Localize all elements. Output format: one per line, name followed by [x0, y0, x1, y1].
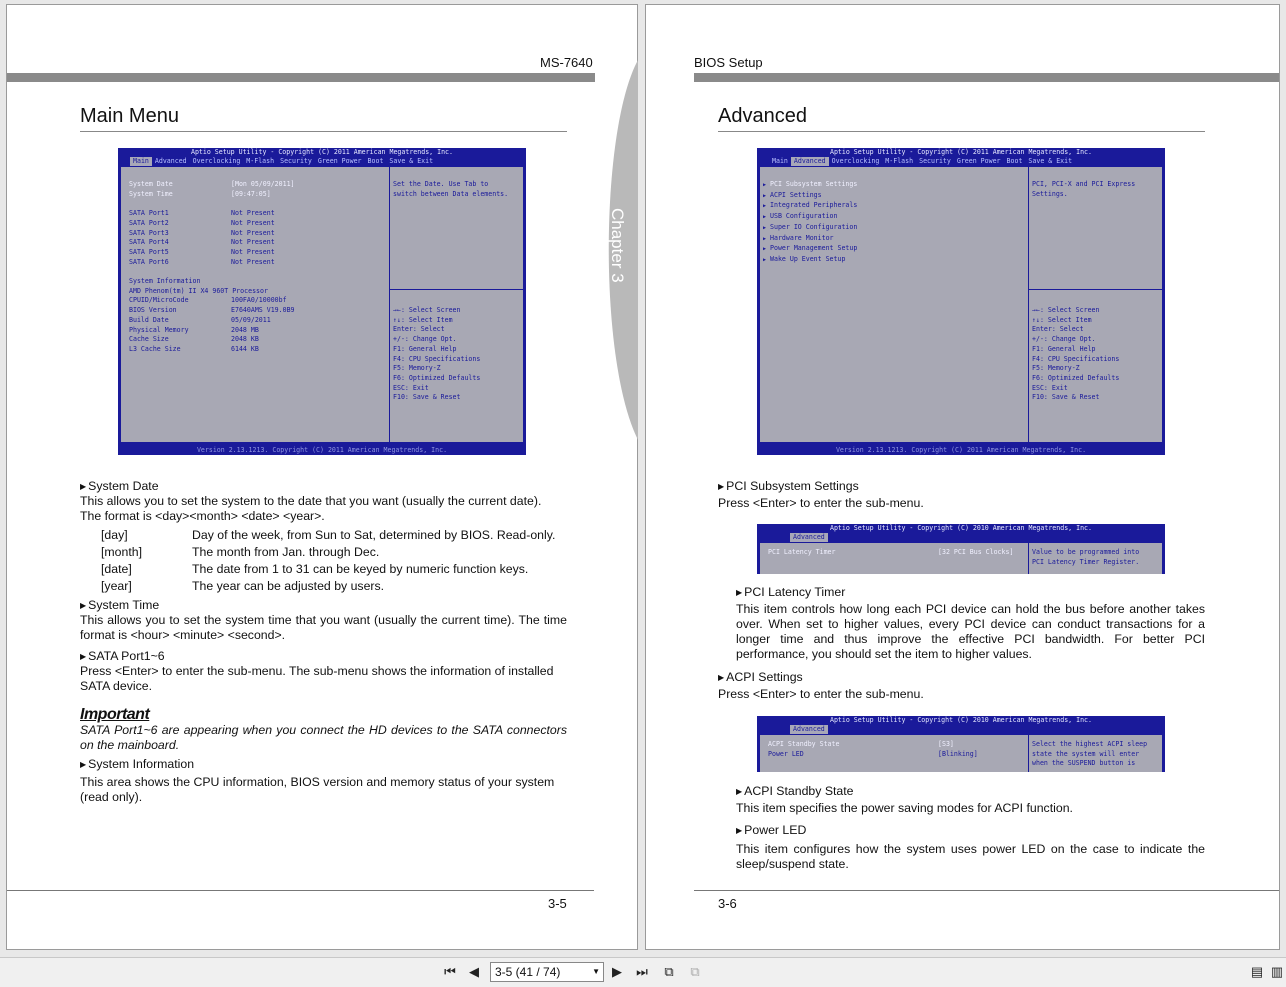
bios-row-key: System Information — [129, 277, 201, 286]
title-rule — [80, 131, 567, 132]
bullet-triangle-icon: ▶ — [718, 673, 725, 682]
bios-help — [1032, 740, 1147, 769]
bios-row-value: Not Present — [231, 247, 275, 256]
chevron-down-icon: ▼ — [592, 967, 600, 976]
bios-tab: Advanced — [154, 157, 187, 165]
bios-key-line: F10: Save & Reset — [393, 393, 461, 402]
power-led-heading — [736, 823, 1205, 838]
bios-tabs — [757, 725, 1165, 734]
bios-help-line: Select the highest ACPI sleep — [1032, 740, 1148, 748]
bios-row-value: [S3] — [938, 740, 954, 748]
bios-pci-latency-screenshot — [757, 524, 1165, 574]
heading-text: ACPI Standby State — [744, 784, 854, 798]
definition-key: [day] — [101, 528, 128, 542]
bios-help-line: switch between Data elements. — [393, 189, 509, 198]
heading-text: PCI Subsystem Settings — [726, 479, 859, 493]
important-text: are appearing when you connect the HD devices to the SATA connectors on the mainboard. — [80, 723, 567, 752]
page-header: BIOS Setup — [694, 55, 763, 70]
heading-text: System Information — [88, 757, 195, 771]
bios-row-value: [32 PCI Bus Clocks] — [938, 548, 1014, 556]
next-page-icon[interactable]: ▶ — [612, 964, 622, 979]
system-date-text: This allows you to set the system to the date that you want (usually the current date). — [80, 494, 542, 508]
bios-row-value: E7640AMS V19.0B9 — [231, 306, 295, 315]
definition-value: Day of the week, from Sun to Sat, determined by BIOS. Read-only. — [192, 528, 556, 542]
bios-key-line: F4: CPU Specifications — [1032, 354, 1120, 363]
bios-key-line: F4: CPU Specifications — [393, 354, 481, 363]
bios-row-key: AMD Phenom(tm) II X4 960T Processor — [129, 286, 268, 295]
definition-row — [101, 579, 567, 594]
bios-row-value: Not Present — [231, 238, 275, 247]
right-body-acpi — [718, 670, 1205, 702]
single-page-view-icon[interactable]: ▤ — [1250, 964, 1264, 979]
bios-key-line: F10: Save & Reset — [1032, 393, 1100, 402]
important-note — [80, 723, 567, 753]
page-number: 3-6 — [718, 896, 737, 911]
bios-key-line: ↑↓: Select Item — [1032, 315, 1092, 324]
date-definition-table — [101, 528, 567, 594]
bios-title: Aptio Setup Utility - Copyright (C) 2010 American Megatrends, Inc. — [829, 716, 1092, 724]
important-label-text: Important — [80, 706, 150, 723]
pci-subsystem-heading — [718, 479, 1205, 494]
bios-title: Aptio Setup Utility - Copyright (C) 2011 American Megatrends, Inc. — [829, 148, 1092, 156]
bios-panel — [759, 166, 1163, 443]
bios-help-line: when the SUSPEND button is — [1032, 759, 1136, 768]
bios-footer: Version 2.13.1213. Copyright (C) 2011 American Megatrends, Inc. — [196, 446, 448, 454]
bios-key-line: +/-: Change Opt. — [1032, 335, 1096, 344]
two-page-view-icon[interactable]: ▥ — [1270, 964, 1284, 979]
bios-row-key: SATA Port1 — [129, 209, 169, 218]
bios-tab: Boot — [1006, 157, 1023, 165]
bios-row-key: Power LED — [768, 749, 804, 758]
bios-tab: Advanced — [790, 533, 828, 542]
bios-row-key: BIOS Version — [129, 306, 177, 315]
bios-key-line: ESC: Exit — [1032, 383, 1068, 392]
bullet-triangle-icon: ▶ — [80, 652, 87, 661]
bios-row-value: 2048 KB — [231, 335, 259, 344]
header-bar — [7, 73, 595, 82]
bios-row-value: 100FA0/10000bf — [231, 296, 287, 305]
footer-rule — [694, 890, 1280, 891]
header-bar — [694, 73, 1280, 82]
bios-row-key: Cache Size — [129, 335, 169, 344]
acpi-settings-heading — [718, 670, 1205, 685]
bios-row-key: System Time — [129, 189, 173, 198]
page-header: MS-7640 — [540, 55, 593, 70]
bios-key-line: F1: General Help — [393, 344, 457, 353]
back-view-icon[interactable]: ⧉ — [664, 964, 674, 979]
bios-row-key: L3 Cache Size — [129, 344, 181, 353]
bios-row-key: PCI Latency Timer — [768, 548, 836, 556]
bios-tab: Green Power — [317, 157, 362, 165]
bullet-triangle-icon: ▶ — [80, 760, 87, 769]
bios-help-line: Set the Date. Use Tab to — [393, 180, 489, 188]
footer-rule — [7, 890, 594, 891]
bios-help-line: Value to be programmed into — [1032, 548, 1140, 556]
heading-text: PCI Latency Timer — [744, 585, 846, 599]
bios-row-value: [Blinking] — [938, 749, 978, 758]
page-number: 3-5 — [548, 896, 567, 911]
acpi-standby-text: This item specifies the power saving modes for ACPI function. — [736, 801, 1073, 815]
bios-key-line: →←: Select Screen — [1032, 306, 1100, 314]
chapter-tab-label: Chapter 3 — [608, 208, 627, 283]
bios-tab: Save & Exit — [1028, 157, 1073, 165]
definition-row — [101, 562, 567, 577]
right-body-mid — [736, 585, 1205, 662]
heading-text: System Date — [88, 479, 159, 493]
bios-row-value: [09:47:05] — [231, 189, 271, 198]
bios-acpi-screenshot — [757, 716, 1165, 772]
bios-key-line: F1: General Help — [1032, 344, 1096, 353]
bullet-triangle-icon: ▶ — [80, 482, 87, 491]
sata-heading — [80, 649, 567, 664]
bios-rows — [768, 740, 978, 759]
bios-row-key: Physical Memory — [129, 325, 189, 334]
bios-tab: M-Flash — [246, 157, 275, 165]
bios-row-value: 6144 KB — [231, 344, 259, 353]
bios-help — [1032, 548, 1139, 567]
bios-help-line: state the system will enter — [1032, 749, 1140, 758]
definition-value: The date from 1 to 31 can be keyed by numeric function keys. — [192, 562, 529, 576]
bios-row-value: Not Present — [231, 209, 275, 218]
submenu-arrow-icon: ▶ — [763, 203, 767, 210]
definition-value: The month from Jan. through Dec. — [192, 545, 380, 559]
bios-tab: Main — [130, 157, 152, 166]
bios-menu-item: ACPI Settings — [770, 190, 822, 199]
left-body — [80, 479, 567, 805]
system-date-format: The format is <day><month> <date> <year>. — [80, 509, 325, 523]
bios-menu-item: USB Configuration — [770, 212, 838, 221]
bios-tab: Overclocking — [192, 157, 241, 165]
bios-key-line: Enter: Select — [1032, 325, 1084, 334]
submenu-arrow-icon: ▶ — [763, 182, 767, 188]
bios-help-line: PCI Latency Timer Register. — [1032, 557, 1140, 566]
bios-row-key: Build Date — [129, 315, 169, 324]
bios-key-line: F5: Memory-Z — [1032, 364, 1080, 373]
bios-keys — [393, 306, 480, 403]
bios-tab: Green Power — [956, 157, 1001, 165]
bios-tab: Overclocking — [831, 157, 880, 165]
bios-title: Aptio Setup Utility - Copyright (C) 2011 American Megatrends, Inc. — [190, 148, 453, 156]
bios-row-value: 05/09/2011 — [231, 315, 271, 324]
sata-text: Press <Enter> to enter the sub-menu. The sub-menu shows the information of installed SATA device. — [80, 664, 554, 693]
bios-menu-item: PCI Subsystem Settings — [770, 180, 858, 188]
bios-advanced-screenshot — [757, 148, 1165, 455]
bios-row-key: CPUID/MicroCode — [129, 296, 189, 305]
definition-key: [month] — [101, 545, 143, 559]
section-title: Main Menu — [80, 105, 179, 127]
submenu-arrow-icon: ▶ — [763, 192, 767, 199]
bios-row-key: ACPI Standby State — [768, 740, 840, 748]
bios-key-line: Enter: Select — [393, 325, 445, 334]
pci-latency-heading — [736, 585, 1205, 600]
page-select[interactable] — [490, 962, 604, 982]
bios-tab: Save & Exit — [389, 157, 434, 165]
bios-row-value: 2048 MB — [231, 325, 259, 334]
bios-row-key: SATA Port4 — [129, 238, 169, 247]
bios-footer: Version 2.13.1213. Copyright (C) 2011 American Megatrends, Inc. — [835, 446, 1087, 454]
definition-key: [year] — [101, 579, 132, 593]
definition-row — [101, 545, 567, 560]
pci-latency-text: This item controls how long each PCI device can hold the bus before another takes over. When set to higher values, every PCI device can conduct transactions for a longer time and thus improve the effective PCI bandwidth. For better PCI performance, you should set the item to higher values. — [736, 602, 1205, 661]
system-time-heading — [80, 598, 567, 613]
bios-key-line: F6: Optimized Defaults — [1032, 373, 1120, 382]
first-page-icon[interactable]: ⏮ — [444, 964, 456, 979]
page-select-value: 3-5 (41 / 74) — [495, 965, 561, 979]
bios-help-line: Settings. — [1032, 189, 1068, 198]
bios-key-line: ESC: Exit — [393, 383, 429, 392]
bios-menu-item: Power Management Setup — [770, 244, 858, 253]
bios-tab: Security — [919, 157, 951, 165]
title-rule — [718, 131, 1205, 132]
right-page — [645, 4, 1280, 950]
bios-key-line: ↑↓: Select Item — [393, 315, 453, 324]
bios-menu-item: Wake Up Event Setup — [770, 254, 846, 263]
bios-panel — [759, 734, 1163, 772]
right-body-top — [718, 479, 1205, 511]
bios-help-line: PCI, PCI-X and PCI Express — [1032, 180, 1136, 188]
bios-row-key: SATA Port6 — [129, 257, 169, 266]
bullet-triangle-icon: ▶ — [736, 826, 743, 835]
bullet-triangle-icon: ▶ — [736, 588, 743, 597]
bios-tab: M-Flash — [885, 157, 914, 165]
forward-view-icon[interactable]: ⧉ — [690, 964, 700, 979]
bios-rows — [129, 180, 295, 355]
bios-panel — [759, 542, 1163, 574]
bios-menu-item: Super IO Configuration — [770, 222, 858, 231]
bios-help — [393, 180, 508, 199]
system-date-heading — [80, 479, 567, 494]
bios-help — [1032, 180, 1135, 199]
system-time-text: This allows you to set the system time that you want (usually the current time). The time format is <hour> <minute> <second>. — [80, 613, 567, 642]
bios-row-key: SATA Port5 — [129, 247, 169, 256]
submenu-arrow-icon: ▶ — [763, 214, 767, 221]
bios-tab: Advanced — [791, 157, 829, 166]
bios-menu-items — [763, 180, 857, 266]
bullet-triangle-icon: ▶ — [718, 482, 725, 491]
bios-row-value: Not Present — [231, 228, 275, 237]
bios-row-value: Not Present — [231, 257, 275, 266]
bullet-triangle-icon: ▶ — [736, 787, 743, 796]
definition-row — [101, 528, 567, 543]
viewer-toolbar — [0, 957, 1286, 987]
heading-text: SATA Port1~6 — [88, 649, 165, 663]
left-page — [6, 4, 638, 950]
definition-key: [date] — [101, 562, 132, 576]
previous-page-icon[interactable]: ◀ — [469, 964, 479, 979]
bios-title: Aptio Setup Utility - Copyright (C) 2010 American Megatrends, Inc. — [829, 524, 1092, 532]
important-lead: SATA Port1~6 — [80, 723, 158, 737]
heading-text: ACPI Settings — [726, 670, 803, 684]
bios-row-value: [Mon 05/09/2011] — [231, 180, 295, 188]
important-label — [80, 707, 567, 723]
heading-text: System Time — [88, 598, 160, 612]
bios-menu-item: Hardware Monitor — [770, 233, 834, 242]
submenu-arrow-icon: ▶ — [763, 224, 767, 231]
heading-text: Power LED — [744, 823, 807, 837]
bios-row-value: Not Present — [231, 218, 275, 227]
bios-tabs — [757, 533, 1165, 542]
bios-tab: Security — [280, 157, 312, 165]
power-led-text: This item configures how the system uses power LED on the case to indicate the sleep/suspend state. — [736, 842, 1205, 871]
bios-tabs — [118, 157, 526, 166]
definition-value: The year can be adjusted by users. — [192, 579, 385, 593]
bios-row-key: SATA Port3 — [129, 228, 169, 237]
right-body-bottom — [736, 784, 1205, 872]
acpi-settings-text: Press <Enter> to enter the sub-menu. — [718, 687, 924, 701]
bios-key-line: F6: Optimized Defaults — [393, 373, 481, 382]
bios-tab: Main — [772, 157, 788, 165]
last-page-icon[interactable]: ⏭ — [636, 964, 648, 979]
bios-main-screenshot — [118, 148, 526, 455]
section-title: Advanced — [718, 105, 807, 127]
bios-key-line: +/-: Change Opt. — [393, 335, 457, 344]
bios-panel — [120, 166, 524, 443]
submenu-arrow-icon: ▶ — [763, 246, 767, 253]
pci-subsystem-text: Press <Enter> to enter the sub-menu. — [718, 496, 924, 510]
submenu-arrow-icon: ▶ — [763, 256, 767, 263]
bios-keys — [1032, 306, 1119, 403]
bios-row-key: SATA Port2 — [129, 218, 169, 227]
bullet-triangle-icon: ▶ — [80, 601, 87, 610]
system-info-heading — [80, 757, 567, 772]
bios-tab: Advanced — [790, 725, 828, 734]
bios-rows — [768, 548, 1013, 558]
bios-tabs — [757, 157, 1165, 166]
system-info-text: This area shows the CPU information, BIOS version and memory status of your system (read only). — [80, 775, 555, 804]
acpi-standby-heading — [736, 784, 1205, 799]
bios-menu-item: Integrated Peripherals — [770, 201, 858, 210]
bios-key-line: F5: Memory-Z — [393, 364, 441, 373]
bios-key-line: →←: Select Screen — [393, 306, 461, 314]
submenu-arrow-icon: ▶ — [763, 235, 767, 242]
bios-row-key: System Date — [129, 180, 173, 188]
bios-tab: Boot — [367, 157, 384, 165]
